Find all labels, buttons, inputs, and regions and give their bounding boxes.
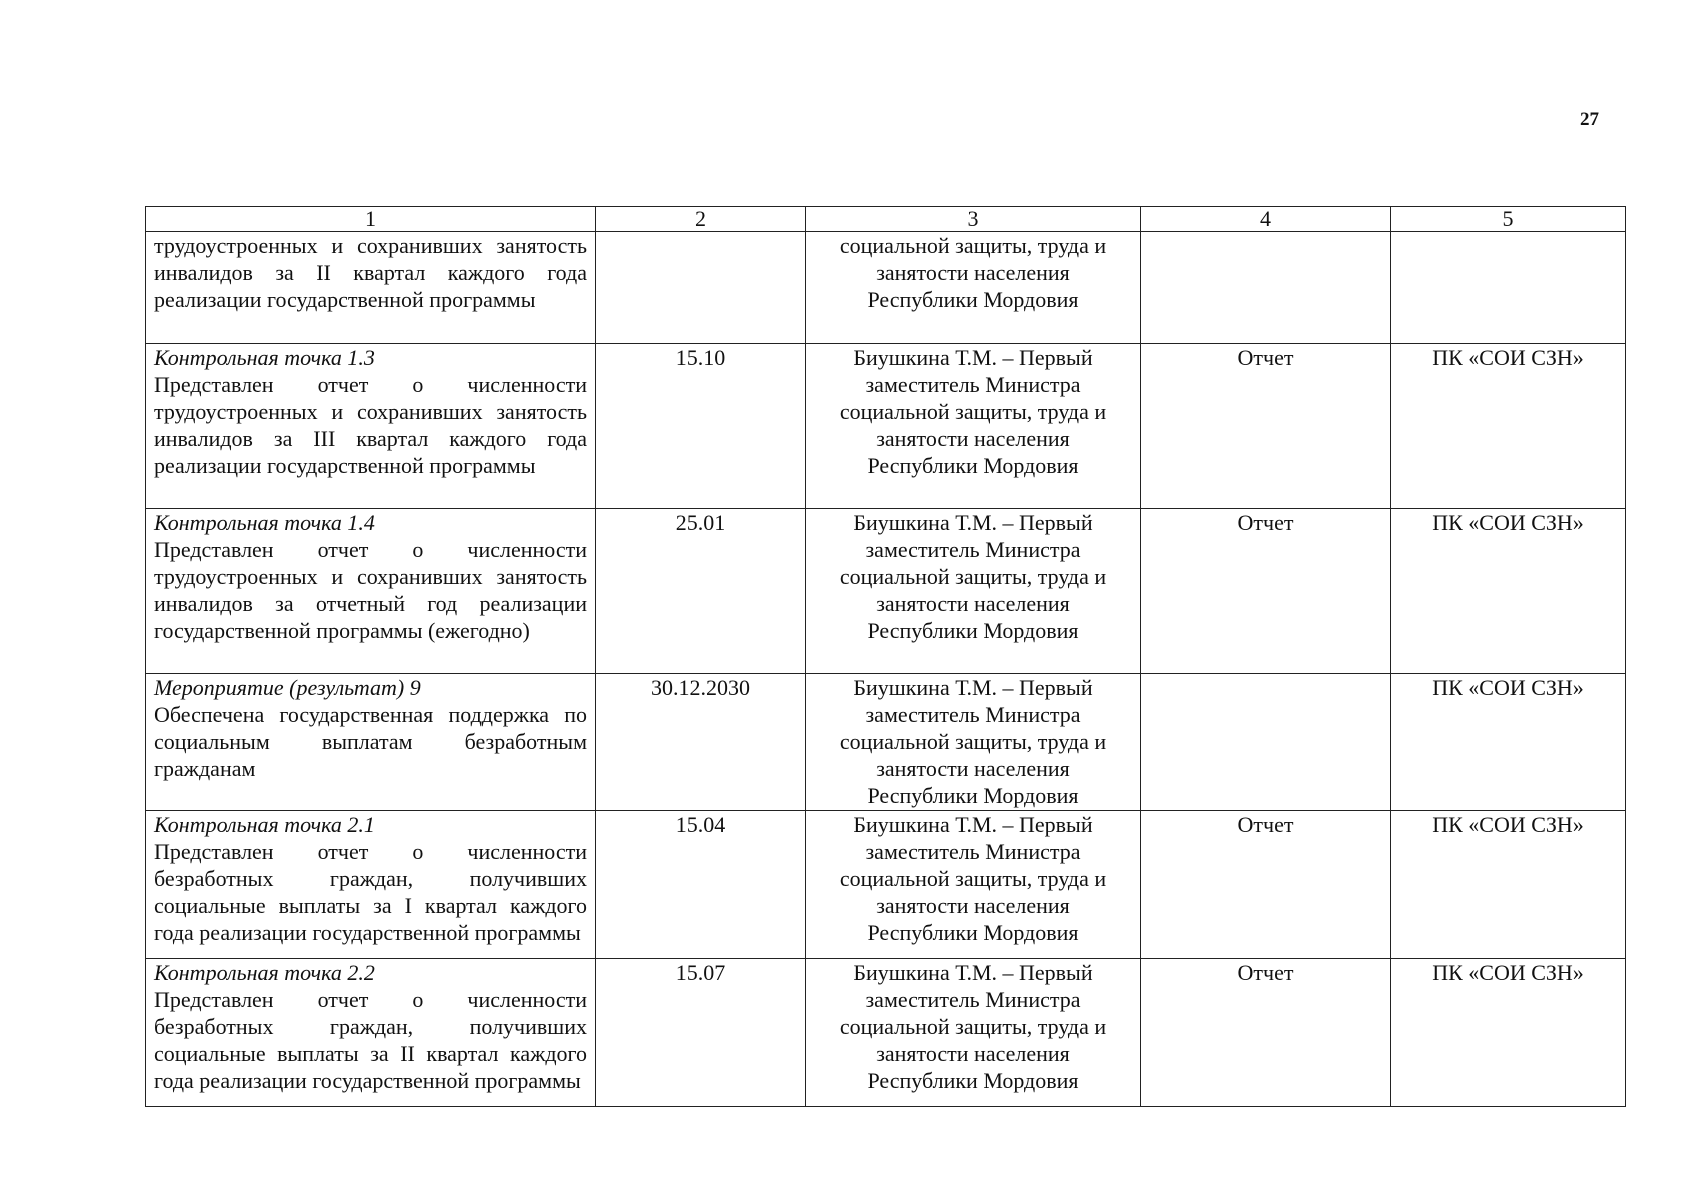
header-row bbox=[146, 207, 1626, 232]
row-description bbox=[146, 811, 596, 959]
row-system: ПК «СОИ СЗН» bbox=[1391, 959, 1626, 1107]
row-text: трудоустроенных и сохранивших занятость инвалидов за II квартал каждого года реализации государственной программы bbox=[154, 233, 587, 312]
row-document: Отчет bbox=[1141, 811, 1391, 959]
row-responsible: Биушкина Т.М. – Первый заместитель Министра социальной защиты, труда и занятости населения Республики Мордовия bbox=[806, 959, 1141, 1107]
row-description bbox=[146, 232, 596, 344]
table-row bbox=[146, 674, 1626, 811]
row-date: 15.04 bbox=[596, 811, 806, 959]
table-row bbox=[146, 811, 1626, 959]
row-text: Обеспечена государственная поддержка по социальным выплатам безработным гражданам bbox=[154, 702, 587, 781]
row-date: 25.01 bbox=[596, 509, 806, 674]
checkpoint-title: Контрольная точка 2.2 bbox=[154, 960, 375, 985]
row-responsible: Биушкина Т.М. – Первый заместитель Министра социальной защиты, труда и занятости населения Республики Мордовия bbox=[806, 344, 1141, 509]
column-header-5: 5 bbox=[1391, 207, 1626, 232]
plan-table bbox=[145, 206, 1626, 1107]
table-row bbox=[146, 232, 1626, 344]
row-text: Представлен отчет о численности трудоустроенных и сохранивших занятость инвалидов за III квартал каждого года реализации государственной программы bbox=[154, 372, 587, 478]
measure-title: Мероприятие (результат) 9 bbox=[154, 675, 421, 700]
row-document: Отчет bbox=[1141, 509, 1391, 674]
page-number: 27 bbox=[1580, 109, 1599, 130]
row-description bbox=[146, 344, 596, 509]
row-system: ПК «СОИ СЗН» bbox=[1391, 344, 1626, 509]
checkpoint-title: Контрольная точка 1.3 bbox=[154, 345, 375, 370]
table-row bbox=[146, 344, 1626, 509]
row-date: 15.10 bbox=[596, 344, 806, 509]
row-responsible: Биушкина Т.М. – Первый заместитель Министра социальной защиты, труда и занятости населения Республики Мордовия bbox=[806, 811, 1141, 959]
row-text: Представлен отчет о численности безработных граждан, получивших социальные выплаты за II квартал каждого года реализации государственной программы bbox=[154, 987, 587, 1093]
row-system: ПК «СОИ СЗН» bbox=[1391, 509, 1626, 674]
row-description bbox=[146, 959, 596, 1107]
column-header-2: 2 bbox=[596, 207, 806, 232]
checkpoint-title: Контрольная точка 1.4 bbox=[154, 510, 375, 535]
table-row bbox=[146, 509, 1626, 674]
column-header-3: 3 bbox=[806, 207, 1141, 232]
column-header-4: 4 bbox=[1141, 207, 1391, 232]
row-description bbox=[146, 509, 596, 674]
row-system: ПК «СОИ СЗН» bbox=[1391, 674, 1626, 811]
row-date bbox=[596, 232, 806, 344]
row-document: Отчет bbox=[1141, 344, 1391, 509]
checkpoint-title: Контрольная точка 2.1 bbox=[154, 812, 375, 837]
row-document bbox=[1141, 232, 1391, 344]
row-system bbox=[1391, 232, 1626, 344]
row-responsible: Биушкина Т.М. – Первый заместитель Министра социальной защиты, труда и занятости населения Республики Мордовия bbox=[806, 509, 1141, 674]
row-date: 30.12.2030 bbox=[596, 674, 806, 811]
table-row bbox=[146, 959, 1626, 1107]
row-system: ПК «СОИ СЗН» bbox=[1391, 811, 1626, 959]
row-text: Представлен отчет о численности безработных граждан, получивших социальные выплаты за I квартал каждого года реализации государственной программы bbox=[154, 839, 587, 945]
row-responsible: Биушкина Т.М. – Первый заместитель Министра социальной защиты, труда и занятости населения Республики Мордовия bbox=[806, 674, 1141, 811]
row-responsible: социальной защиты, труда и занятости населения Республики Мордовия bbox=[806, 232, 1141, 344]
column-header-1: 1 bbox=[146, 207, 596, 232]
row-description bbox=[146, 674, 596, 811]
row-document: Отчет bbox=[1141, 959, 1391, 1107]
row-document bbox=[1141, 674, 1391, 811]
row-text: Представлен отчет о численности трудоустроенных и сохранивших занятость инвалидов за отчетный год реализации государственной программы (ежегодно) bbox=[154, 537, 587, 643]
row-date: 15.07 bbox=[596, 959, 806, 1107]
